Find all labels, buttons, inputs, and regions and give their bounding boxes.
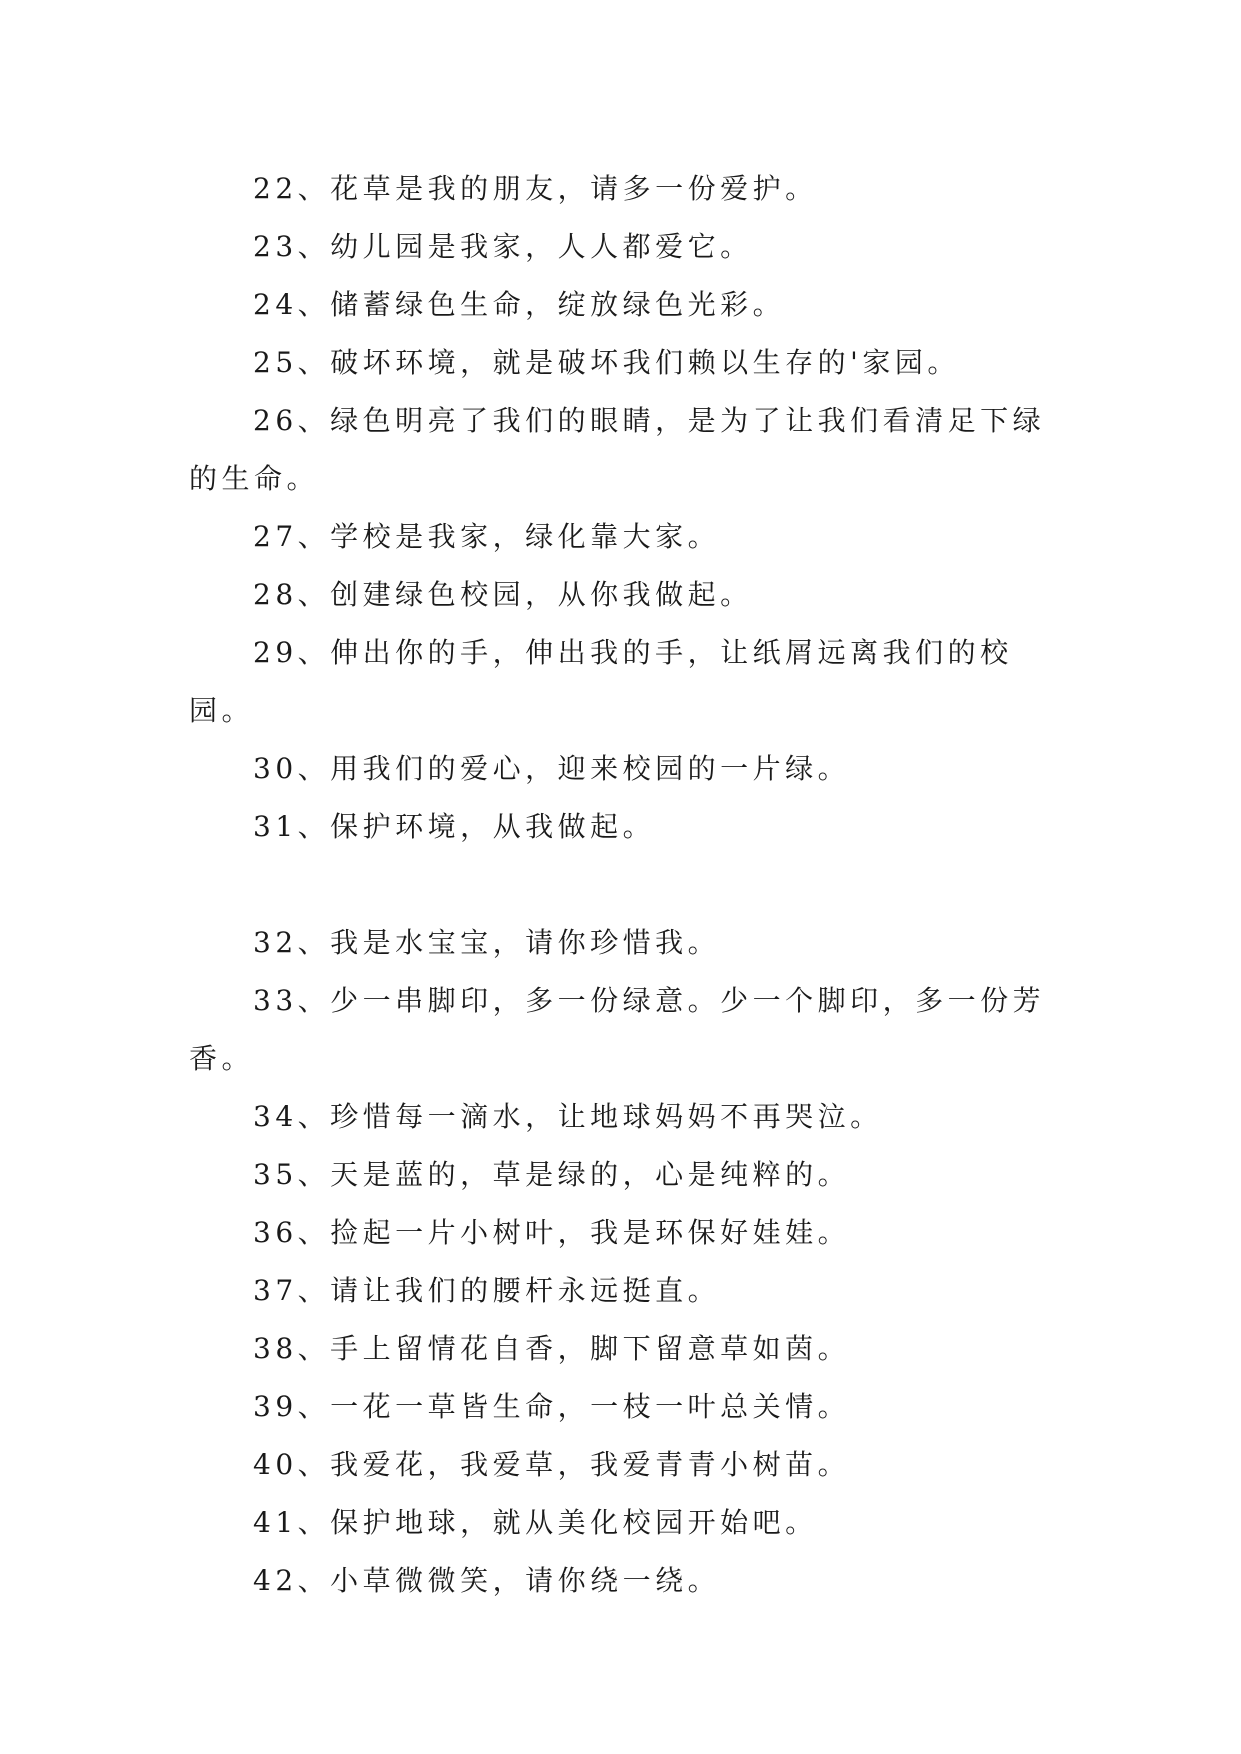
paragraph-34: 34、珍惜每一滴水，让地球妈妈不再哭泣。 [253, 1100, 883, 1133]
paragraph-42: 42、小草微微笑，请你绕一绕。 [253, 1564, 721, 1597]
paragraph-39: 39、一花一草皆生命，一枝一叶总关情。 [253, 1390, 851, 1423]
paragraph-28: 28、创建绿色校园，从你我做起。 [253, 578, 753, 611]
paragraph-32: 32、我是水宝宝，请你珍惜我。 [253, 926, 721, 959]
paragraph-37: 37、请让我们的腰杆永远挺直。 [253, 1274, 721, 1307]
paragraph-41: 41、保护地球，就从美化校园开始吧。 [253, 1506, 818, 1539]
paragraph-31: 31、保护环境，从我做起。 [253, 810, 656, 843]
paragraph-27: 27、学校是我家，绿化靠大家。 [253, 520, 721, 553]
paragraph-38: 38、手上留情花自香，脚下留意草如茵。 [253, 1332, 851, 1365]
paragraph-26: 26、绿色明亮了我们的眼睛，是为了让我们看清足下绿的生命。 [189, 404, 1046, 495]
paragraph-30: 30、用我们的爱心，迎来校园的一片绿。 [253, 752, 851, 785]
section-gap [189, 856, 1059, 914]
paragraph-36: 36、捡起一片小树叶，我是环保好娃娃。 [253, 1216, 851, 1249]
paragraph-25: 25、破坏环境，就是破坏我们赖以生存的'家园。 [253, 346, 960, 379]
paragraph-23: 23、幼儿园是我家，人人都爱它。 [253, 230, 753, 263]
paragraph-29: 29、伸出你的手，伸出我的手，让纸屑远离我们的校园。 [189, 636, 1013, 727]
paragraph-33: 33、少一串脚印，多一份绿意。少一个脚印，多一份芳香。 [189, 984, 1046, 1075]
paragraph-24: 24、储蓄绿色生命，绽放绿色光彩。 [253, 288, 786, 321]
paragraph-22: 22、花草是我的朋友，请多一份爱护。 [253, 172, 818, 205]
document-body [189, 160, 1059, 1610]
paragraph-40: 40、我爱花，我爱草，我爱青青小树苗。 [253, 1448, 851, 1481]
paragraph-35: 35、天是蓝的，草是绿的，心是纯粹的。 [253, 1158, 851, 1191]
